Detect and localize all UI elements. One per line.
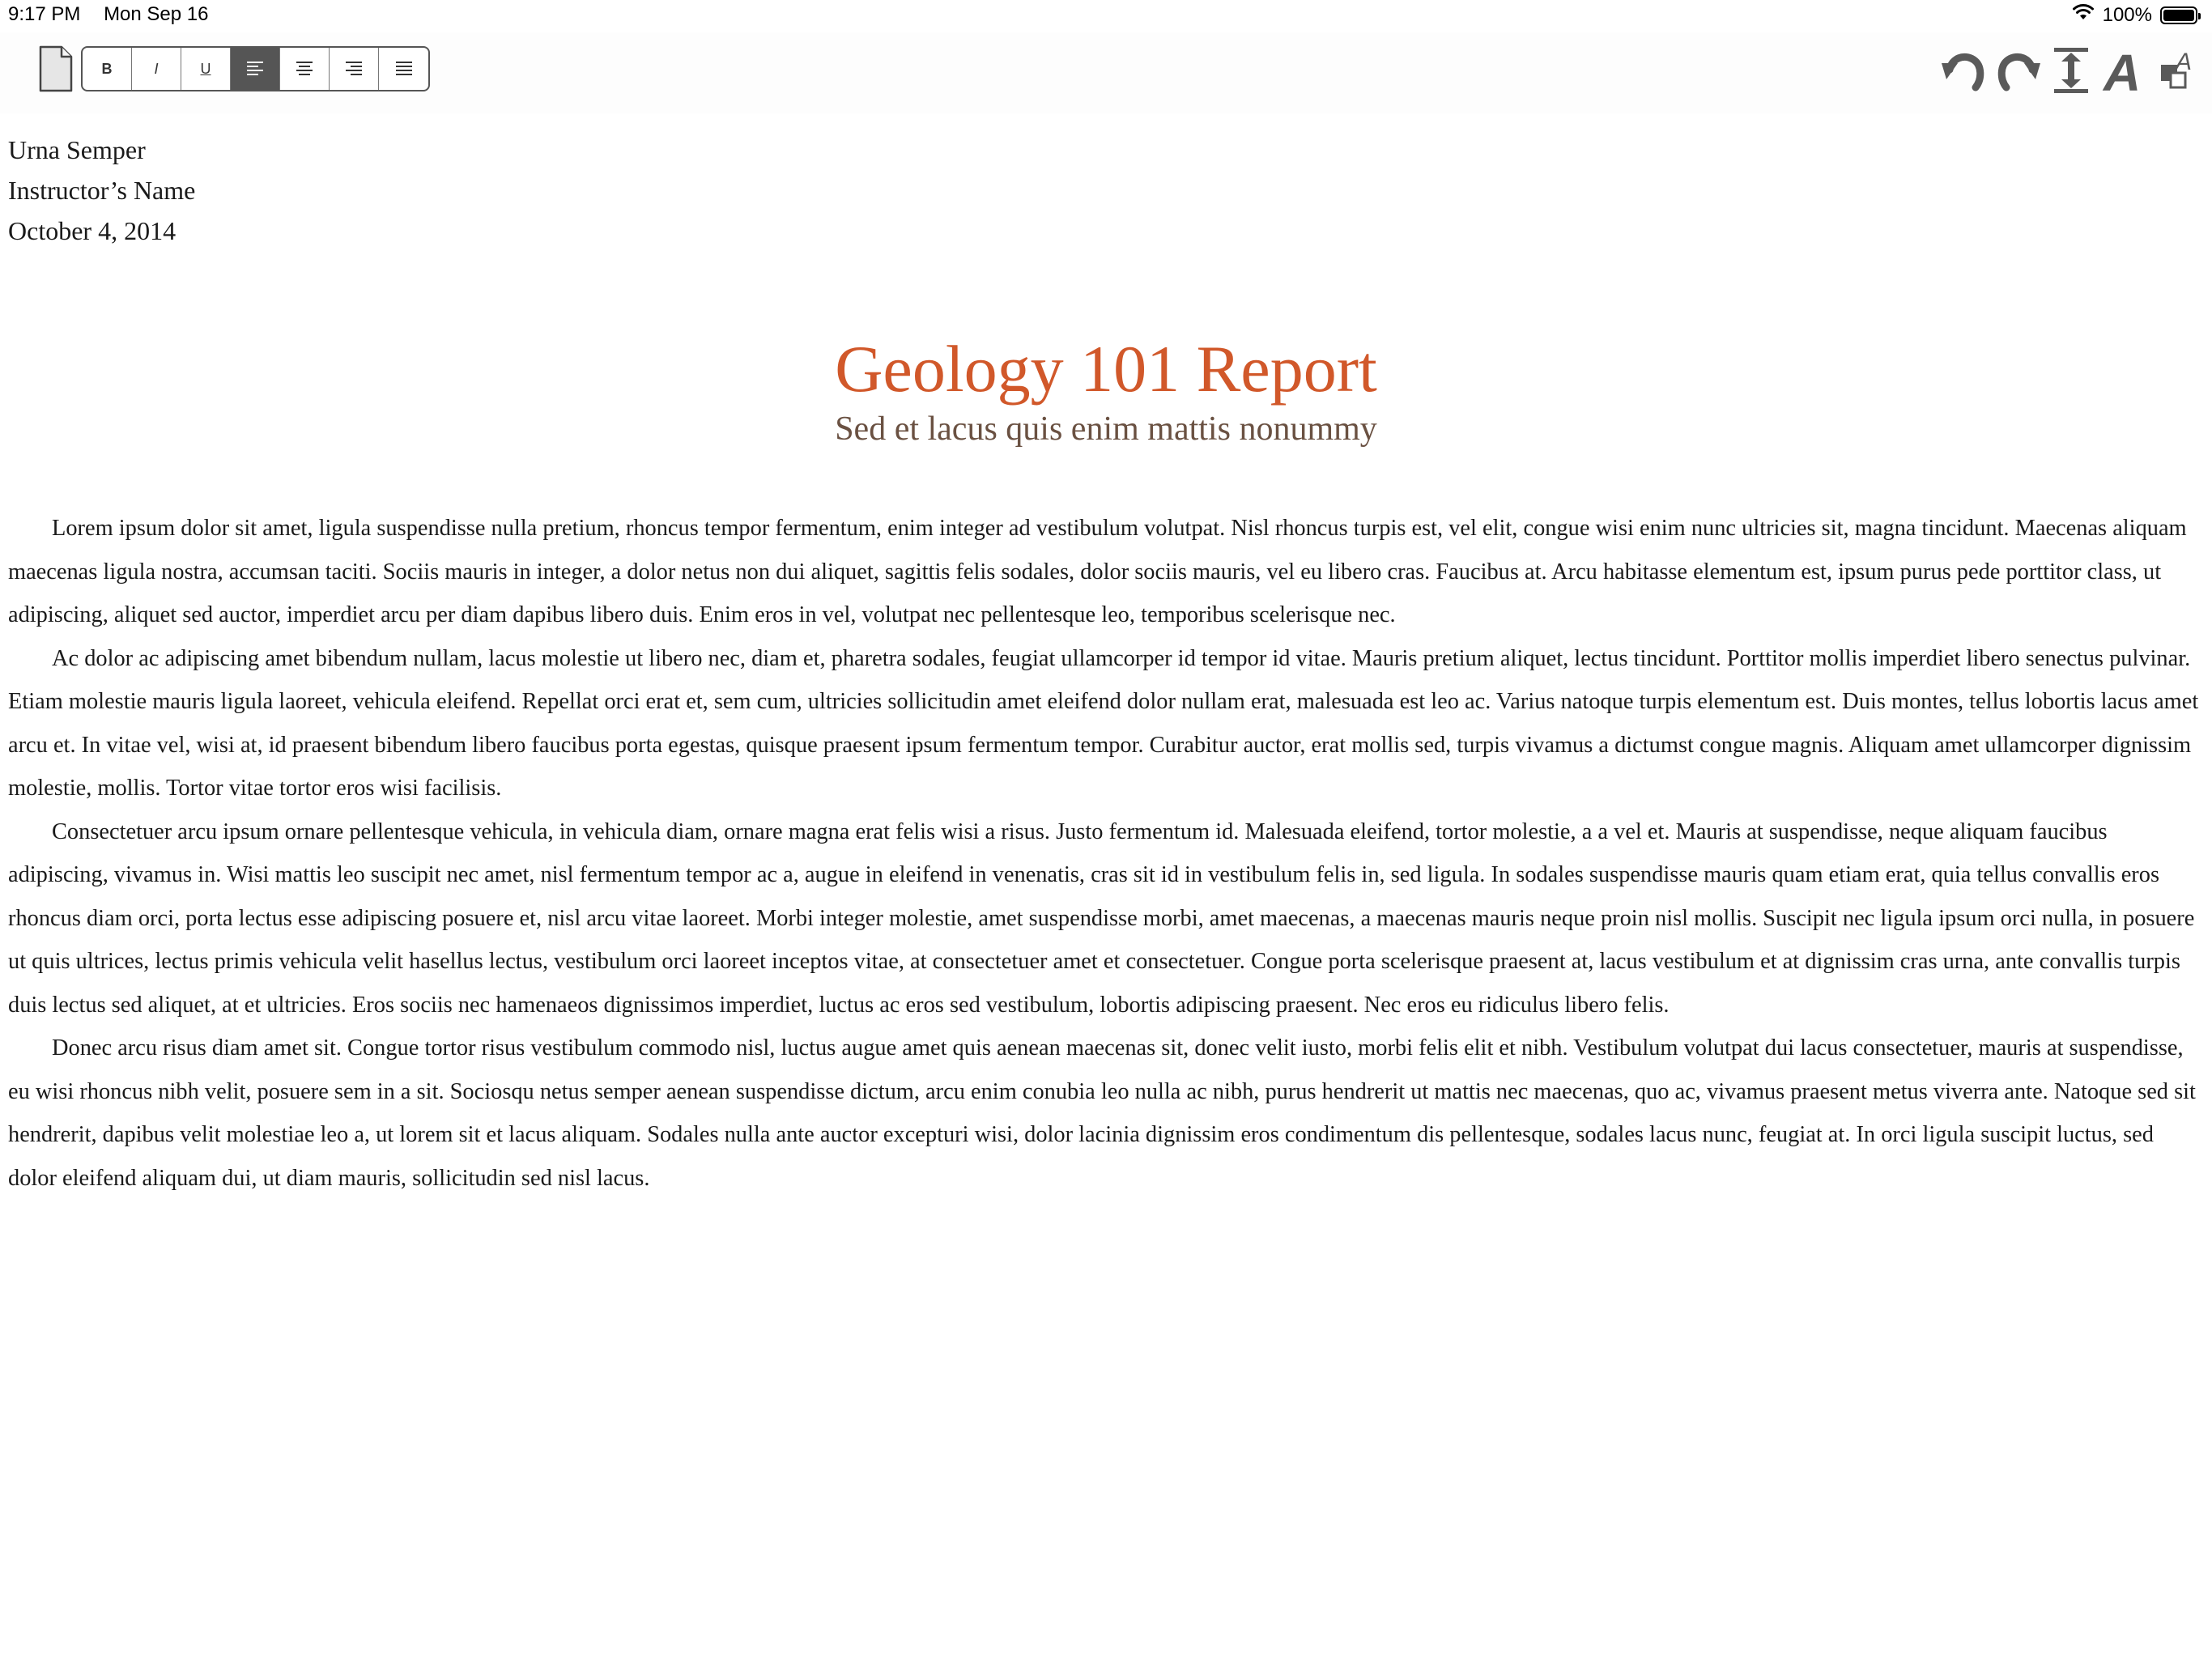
font-button[interactable]: [2100, 44, 2149, 97]
font-icon: [2102, 44, 2147, 97]
svg-text:A: A: [2104, 44, 2142, 97]
document-subtitle: Sed et lacus quis enim mattis nonummy: [835, 410, 1377, 448]
undo-icon: [1940, 45, 1989, 96]
document-page[interactable]: [8, 130, 2204, 1200]
redo-icon: [1993, 45, 2042, 96]
battery-icon: [2160, 6, 2197, 24]
instructor-name: Instructor’s Name: [8, 176, 196, 205]
align-justify-icon: [394, 60, 414, 78]
document-date: October 4, 2014: [8, 216, 177, 245]
line-spacing-icon: [2051, 45, 2091, 96]
underline-button[interactable]: U: [181, 48, 231, 90]
document-icon[interactable]: [37, 45, 74, 92]
align-left-button[interactable]: [231, 48, 280, 90]
battery-percent: 100%: [2102, 3, 2152, 26]
svg-text:A: A: [2176, 49, 2193, 75]
status-bar: [0, 0, 2212, 32]
format-button-group: [81, 46, 430, 91]
align-justify-button[interactable]: [379, 48, 428, 90]
align-right-icon: [344, 60, 364, 78]
document-title: Geology 101 Report: [835, 332, 1377, 406]
toolbar: [0, 32, 2212, 113]
paragraph: Lorem ipsum dolor sit amet, ligula suspendisse nulla pretium, rhoncus tempor fermentum, enim integer ad vestibulum volutpat. Nisl rhoncus turpis est, vel elit, congue wisi enim nunc ultricies sit, magna tincidunt. Maecenas aliquam maecenas ligula nostra, accumsan taciti. Sociis mauris in integer, a dolor netus non dui aliquet, sagittis felis sodales, dolor sociis mauris, vel eu libero cras. Faucibus at. Arcu habitasse elementum est, ipsum purus pede porttitor class, ut adipiscing, aliquet sed auctor, imperdiet arcu per diam dapibus libero duis. Enim eros in vel, volutpat nec pellentesque leo, temporibus scelerisque nec.: [8, 516, 2187, 627]
paragraph: Consectetuer arcu ipsum ornare pellentesque vehicula, in vehicula diam, ornare magna erat felis wisi a risus. Justo fermentum id. Malesuada eleifend, tortor molestie, a a vel et. Mauris at suspendisse, neque aliquam faucibus adipiscing, vivamus in. Wisi mattis leo suscipit nec amet, nisl fermentum tempor ac a, augue in eleifend in venenatis, cras sit id in vestibulum felis in, sed ligula. In sodales suspendisse mauris quam etiam erat, quia tellus convallis eros rhoncus diam orci, porta lectus esse adipiscing posuere et, nisl arcu vitae laoreet. Morbi integer molestie, amet suspendisse morbi, amet maecenas, a maecenas mauris neque proin nisl mollis. Suscipit nec ligula ipsum orci nulla, in posuere ut quis ultrices, lectus primis vehicula velit hasellus lectus, vestibulum orci laoreet inceptos vitae, at consectetuer amet et consectetuer. Congue porta scelerisque praesent at, lacus vestibulum et at dignissim cras urna, ante convallis turpis duis lectus sed aliquet, at et ultricies. Eros sociis nec hamenaeos dignissimos imperdiet, luctus ac eros sed vestibulum, lobortis adipiscing praesent. Nec eros eu ridiculus libero felis.: [8, 818, 2195, 1018]
document-body: [8, 507, 2204, 1200]
paragraph: Donec arcu risus diam amet sit. Congue tortor risus vestibulum commodo nisl, luctus augue amet quis aenean maecenas sit, donec velit iusto, morbi felis elit et nibh. Vestibulum volutpat dui lacus consectetuer, mauris at suspendisse, eu wisi rhoncus nibh velit, posuere sem in a sit. Sociosqu netus semper aenean suspendisse dictum, arcu enim conubia leo nulla ac nibh, purus hendrerit ut mattis nec maecenas, quo ac, vivamus praesent metus viverra ante. Natoque sed sit hendrerit, dapibus velit molestiae leo a, ut lorem sit et lacus aliquam. Sodales nulla ante auctor excepturi wisi, dolor lacinia dignissim eros condimentum dis pellentesque, sodales lacus nunc, feugiat at. In orci ligula suscipit luctus, sed dolor eleifend aliquam dui, ut diam mauris, sollicitudin sed nisl lacus.: [8, 1035, 2196, 1191]
text-color-button[interactable]: [2154, 44, 2202, 97]
align-left-icon: [245, 60, 265, 78]
line-spacing-button[interactable]: [2047, 44, 2095, 97]
text-color-icon: [2158, 45, 2198, 96]
undo-button[interactable]: [1940, 44, 1989, 97]
align-center-button[interactable]: [280, 48, 330, 90]
status-date: Mon Sep 16: [104, 3, 209, 25]
status-right: [2072, 3, 2197, 27]
author-name: Urna Semper: [8, 135, 146, 164]
align-center-icon: [295, 60, 314, 78]
paragraph: Ac dolor ac adipiscing amet bibendum nullam, lacus molestie ut libero nec, diam et, pharetra sodales, feugiat ullamcorper id tempor id vitae. Mauris pretium aliquet, lectus tincidunt. Porttitor mollis imperdiet libero senectus pulvinar. Etiam molestie mauris ligula laoreet, vehicula eleifend. Repellat orci erat et, sem cum, ultricies sollicitudin amet eleifend dolor nullam erat, malesuada est leo ac. Varius natoque turpis elementum est. Duis montes, tellus lobortis lacus amet arcu et. In vitae vel, wisi at, id praesent bibendum libero faucibus porta egestas, quisque praesent ipsum fermentum tempor. Curabitur auctor, erat mollis sed, turpis vivamus a dictumst congue magnis. Aliquam amet ullamcorper dignissim molestie, mollis. Tortor vitae tortor eros wisi facilisis.: [8, 645, 2199, 801]
wifi-icon: [2072, 3, 2095, 27]
redo-button[interactable]: [1993, 44, 2042, 97]
status-left: [8, 3, 208, 26]
right-toolbar: [1940, 42, 2202, 99]
document-header: [8, 130, 2204, 251]
bold-button[interactable]: B: [83, 48, 132, 90]
align-right-button[interactable]: [330, 48, 379, 90]
status-time: 9:17 PM: [8, 3, 81, 25]
italic-button[interactable]: I: [132, 48, 181, 90]
